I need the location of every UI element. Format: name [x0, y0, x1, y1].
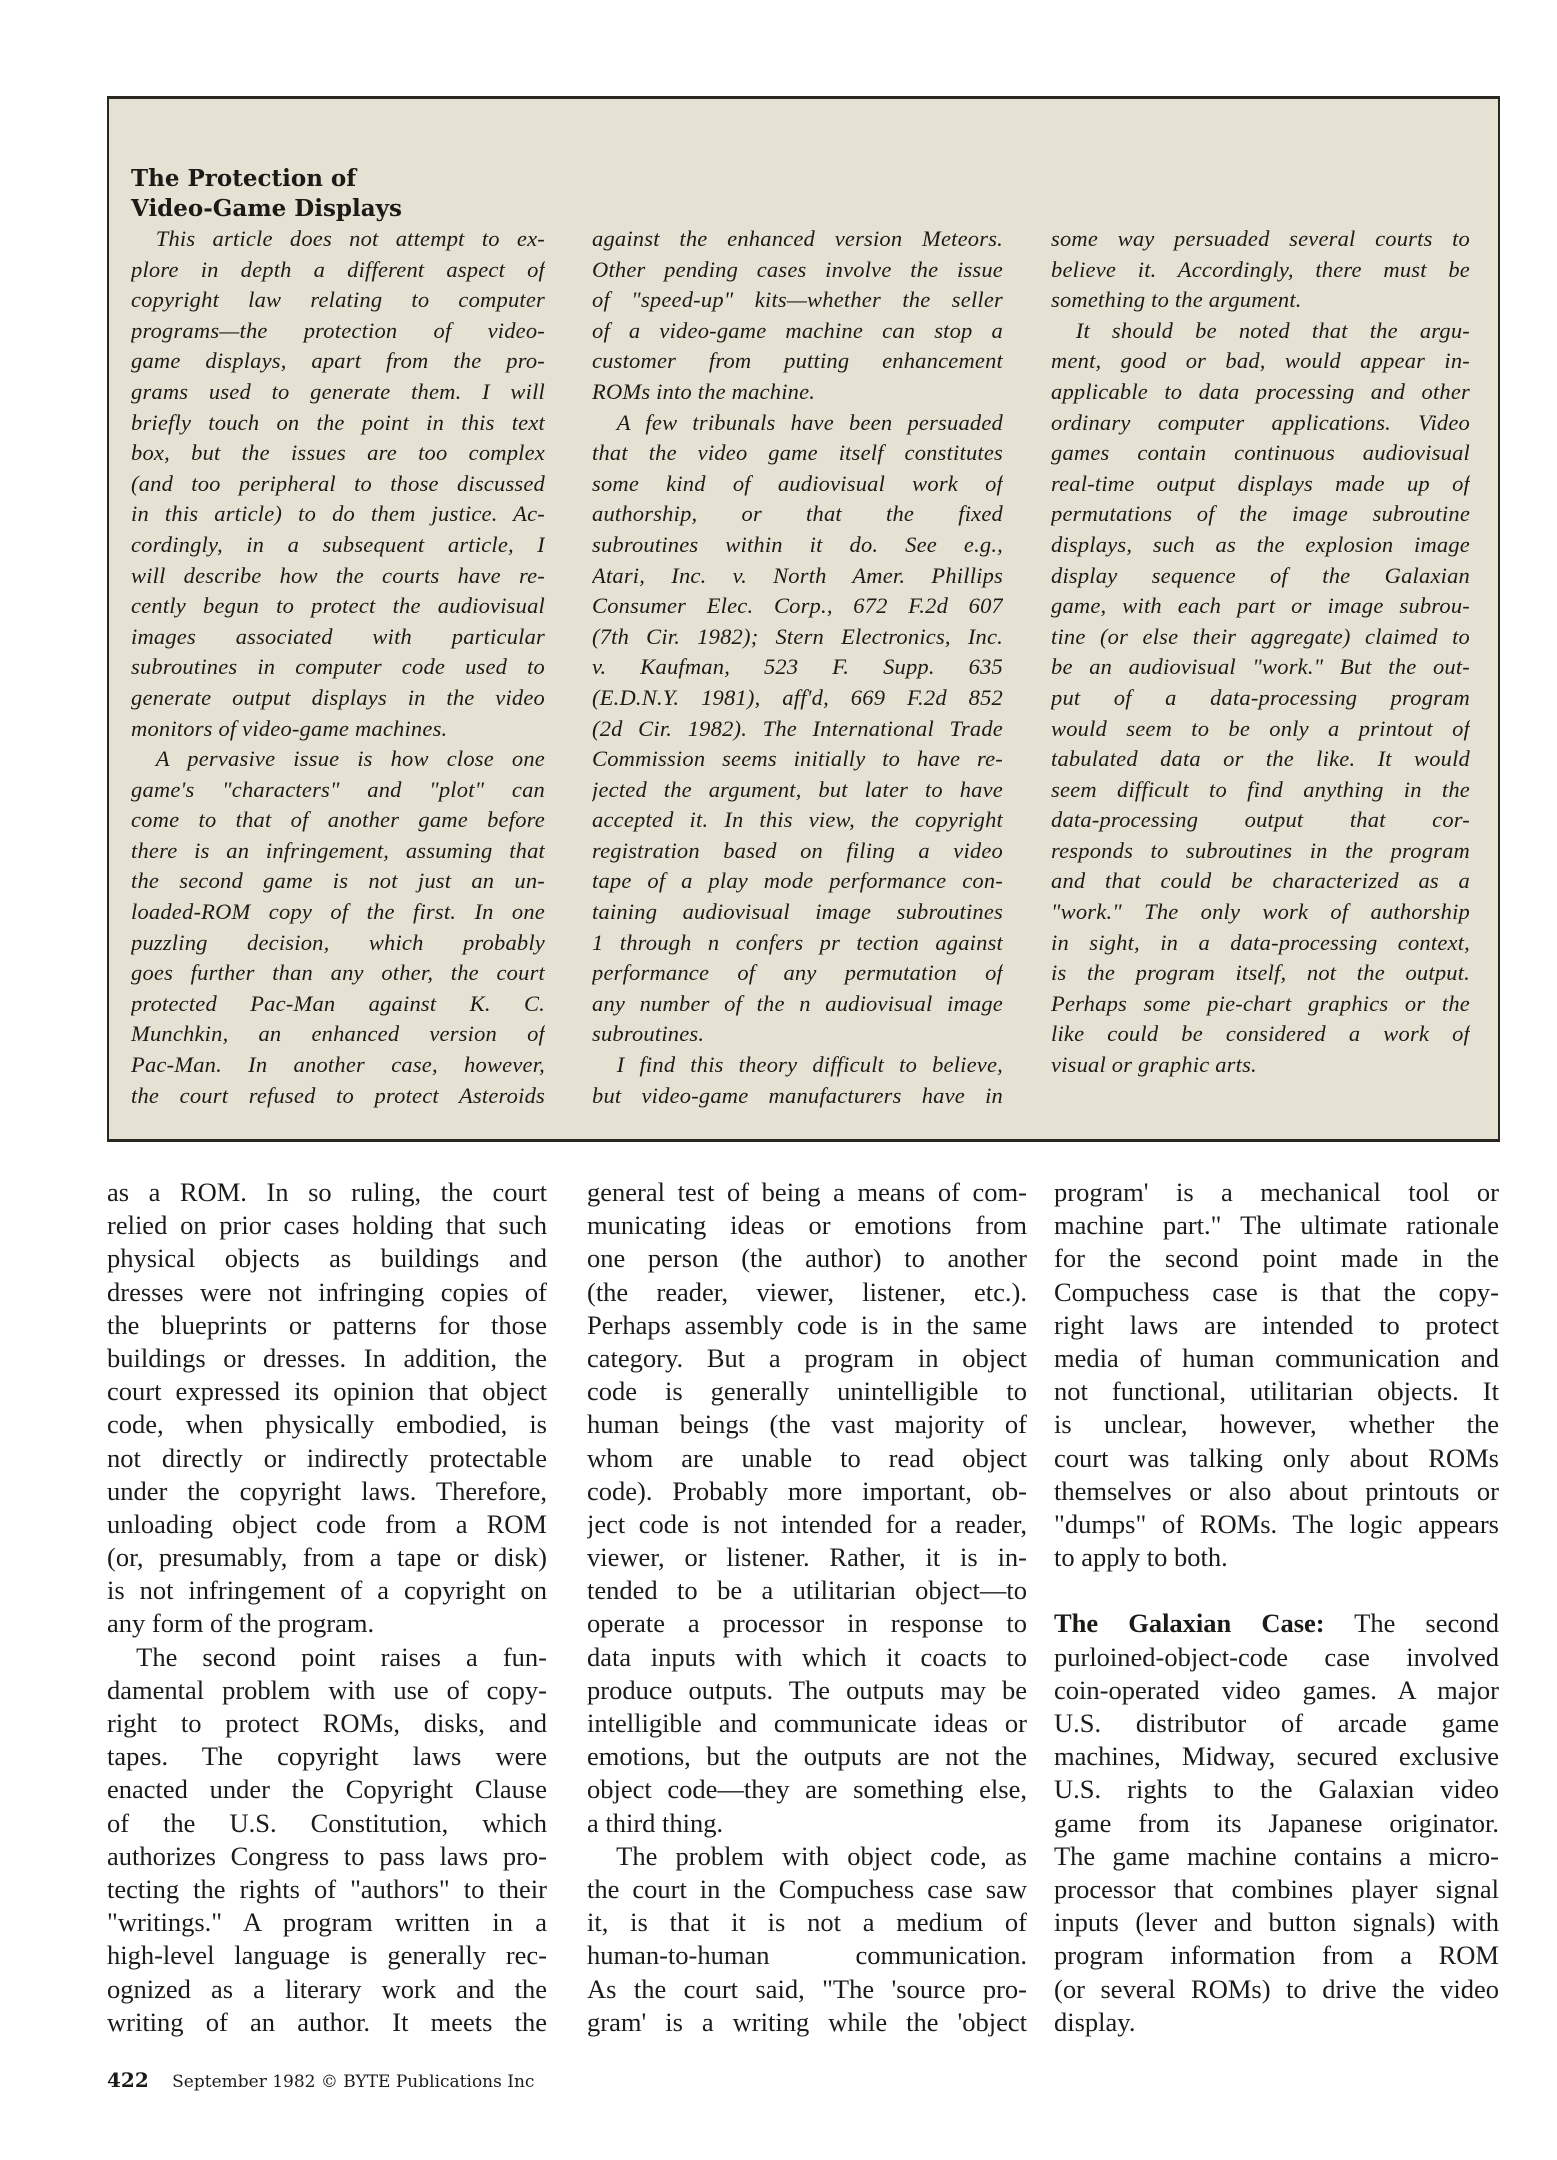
- text-line: municating ideas or emotions from: [587, 1210, 1027, 1241]
- text-line: images associated with particular: [131, 623, 545, 649]
- text-line: purloined-object-code case involved: [1054, 1641, 1499, 1672]
- paragraph: [107, 1641, 547, 2039]
- text-line: Munchkin, an enhanced version of: [131, 1021, 545, 1047]
- text-line: game displays, apart from the pro-: [131, 348, 545, 374]
- text-line: programs—the protection of video-: [131, 317, 545, 343]
- text-line: tabulated data or the like. It would: [1051, 746, 1470, 772]
- section-spacer: [1054, 1574, 1499, 1607]
- text-line: any number of the n audiovisual image: [592, 990, 1003, 1016]
- paragraph: [587, 1176, 1027, 1840]
- text-line: cordingly, in a subsequent article, I: [131, 531, 545, 557]
- text-line: not functional, utilitarian objects. It: [1054, 1376, 1499, 1407]
- text-line: a third thing.: [587, 1807, 724, 1838]
- text-line: The problem with object code, as: [616, 1840, 1027, 1871]
- text-line: put of a data-processing program: [1051, 684, 1470, 710]
- text-line: be an audiovisual "work." But the out-: [1051, 654, 1470, 680]
- text-line: ROMs into the machine.: [592, 378, 816, 404]
- text-line: one person (the author) to another: [587, 1243, 1027, 1274]
- text-line: some kind of audiovisual work of: [592, 470, 1003, 496]
- text-line: briefly touch on the point in this text: [131, 409, 545, 435]
- text-line: believe it. Accordingly, there must be: [1051, 256, 1470, 282]
- text-line: some way persuaded several courts to: [1051, 226, 1470, 251]
- body-column-2: [587, 1176, 1027, 2039]
- text-line: high-level language is generally rec-: [107, 1940, 547, 1971]
- text-line: copyright law relating to computer: [131, 287, 545, 313]
- text-line: right laws are intended to protect: [1054, 1309, 1499, 1340]
- text-line: the blueprints or patterns for those: [107, 1309, 547, 1340]
- text-line: (2d Cir. 1982). The International Trade: [592, 715, 1003, 741]
- text-line: of "speed-up" kits—whether the seller: [592, 287, 1003, 313]
- text-line: data-processing output that cor-: [1051, 807, 1470, 833]
- text-line: permutations of the image subroutine: [1051, 501, 1470, 527]
- text-line: Consumer Elec. Corp., 672 F.2d 607: [592, 593, 1003, 619]
- text-line: processor that combines player signal: [1054, 1873, 1499, 1904]
- text-line: authorizes Congress to pass laws pro-: [107, 1840, 547, 1871]
- text-line: ordinary computer applications. Video: [1051, 409, 1470, 435]
- text-line: like could be considered a work of: [1051, 1021, 1470, 1047]
- text-line: but video-game manufacturers have in: [592, 1082, 1003, 1108]
- text-line: accepted it. In this view, the copyright: [592, 807, 1003, 833]
- text-line: "writings." A program written in a: [107, 1907, 547, 1938]
- sidebar-column-3: [1051, 224, 1470, 1081]
- text-line: displays, such as the explosion image: [1051, 531, 1470, 557]
- text-line: games contain continuous audiovisual: [1051, 440, 1470, 466]
- text-line: cently begun to protect the audiovisual: [131, 593, 545, 619]
- text-line: damental problem with use of copy-: [107, 1674, 547, 1705]
- text-line: taining audiovisual image subroutines: [592, 899, 1003, 925]
- text-line: to apply to both.: [1054, 1542, 1228, 1573]
- text-line: relied on prior cases holding that such: [107, 1210, 547, 1241]
- sidebar-title-line-2: Video-Game Displays: [131, 195, 402, 222]
- text-line: monitors of video-game machines.: [131, 715, 448, 741]
- paragraph: [131, 224, 545, 744]
- sidebar-column-2: [592, 224, 1003, 1111]
- text-line: there is an infringement, assuming that: [131, 837, 545, 863]
- body-column-3: [1054, 1176, 1499, 2039]
- text-line: tended to be a utilitarian object—to: [587, 1575, 1027, 1606]
- text-line: court was talking only about ROMs: [1054, 1442, 1499, 1473]
- text-line: The game machine contains a micro-: [1054, 1840, 1499, 1871]
- text-line: tecting the rights of "authors" to their: [107, 1873, 547, 1904]
- text-line: real-time output displays made up of: [1051, 470, 1470, 496]
- text-line: U.S. rights to the Galaxian video: [1054, 1774, 1499, 1805]
- text-line: will describe how the courts have re-: [131, 562, 545, 588]
- text-line: coin-operated video games. A major: [1054, 1674, 1499, 1705]
- sidebar-title: [131, 164, 402, 224]
- text-line: ment, good or bad, would appear in-: [1051, 348, 1470, 374]
- text-line: authorship, or that the fixed: [592, 501, 1003, 527]
- text-line: object code—they are something else,: [587, 1774, 1027, 1805]
- text-line: display sequence of the Galaxian: [1051, 562, 1470, 588]
- text-line: Perhaps assembly code is in the same: [587, 1309, 1027, 1340]
- text-line: seem difficult to find anything in the: [1051, 776, 1470, 802]
- text-line: subroutines.: [592, 1021, 705, 1047]
- text-line: and that could be characterized as a: [1051, 868, 1470, 894]
- text-line: A few tribunals have been persuaded: [616, 409, 1003, 435]
- text-line: under the copyright laws. Therefore,: [107, 1475, 547, 1506]
- paragraph: [107, 1176, 547, 1641]
- text-line: Commission seems initially to have re-: [592, 746, 1003, 772]
- text-line: v. Kaufman, 523 F. Supp. 635: [592, 654, 1003, 680]
- text-line: media of human communication and: [1054, 1342, 1499, 1373]
- text-line: U.S. distributor of arcade game: [1054, 1708, 1499, 1738]
- page-footer: [107, 2068, 534, 2092]
- text-line: Other pending cases involve the issue: [592, 256, 1003, 282]
- paragraph: [587, 1840, 1027, 2039]
- text-line: grams used to generate them. I will: [131, 378, 545, 404]
- text-line: generate output displays in the video: [131, 684, 545, 710]
- text-line: machines, Midway, secured exclusive: [1054, 1741, 1499, 1772]
- text-line: visual or graphic arts.: [1051, 1052, 1257, 1078]
- text-line: writing of an author. It meets the: [107, 2006, 547, 2037]
- text-line: right to protect ROMs, disks, and: [107, 1708, 547, 1738]
- text-line: of a video-game machine can stop a: [592, 317, 1003, 343]
- text-line: viewer, or listener. Rather, it is in-: [587, 1542, 1027, 1573]
- text-line: themselves or also about printouts or: [1054, 1475, 1499, 1506]
- paragraph: [131, 744, 545, 1111]
- text-line: the court refused to protect Asteroids: [131, 1082, 545, 1108]
- text-line: jected the argument, but later to have: [592, 776, 1003, 802]
- text-line: (7th Cir. 1982); Stern Electronics, Inc.: [592, 623, 1003, 649]
- text-line: enacted under the Copyright Clause: [107, 1774, 547, 1805]
- text-line: "dumps" of ROMs. The logic appears: [1054, 1508, 1499, 1539]
- text-line: The second point raises a fun-: [136, 1641, 547, 1672]
- paragraph: [592, 1050, 1003, 1111]
- text-line: This article does not attempt to ex-: [155, 226, 545, 251]
- text-line: in sight, in a data-processing context,: [1051, 929, 1470, 955]
- text-line: is unclear, however, whether the: [1054, 1409, 1499, 1440]
- paragraph: [1051, 224, 1470, 316]
- text-line: code, when physically embodied, is: [107, 1409, 547, 1440]
- text-line: (E.D.N.Y. 1981), aff'd, 669 F.2d 852: [592, 684, 1003, 710]
- text-line: the court in the Compuchess case saw: [587, 1873, 1027, 1904]
- text-line: As the court said, "The 'source pro-: [587, 1973, 1027, 2004]
- text-line: physical objects as buildings and: [107, 1243, 547, 1274]
- text-line: inputs (lever and button signals) with: [1054, 1907, 1499, 1938]
- text-line: category. But a program in object: [587, 1342, 1027, 1373]
- section-heading: The Galaxian Case:: [1054, 1608, 1325, 1639]
- text-line: court expressed its opinion that object: [107, 1376, 547, 1407]
- text-line: Perhaps some pie-chart graphics or the: [1051, 990, 1470, 1016]
- text-line: puzzling decision, which probably: [131, 929, 545, 955]
- text-line: Atari, Inc. v. North Amer. Phillips: [592, 562, 1003, 588]
- text-line: A pervasive issue is how close one: [155, 746, 545, 772]
- text-line: [1054, 1607, 1499, 1640]
- text-line: is not infringement of a copyright on: [107, 1575, 547, 1606]
- text-line: display.: [1054, 2006, 1136, 2037]
- text-line: game, with each part or image subrou-: [1051, 593, 1470, 619]
- text-line: dresses were not infringing copies of: [107, 1276, 547, 1307]
- text-line: of the U.S. Constitution, which: [107, 1807, 547, 1838]
- text-line: against the enhanced version Meteors.: [592, 226, 1003, 251]
- text-line: for the second point made in the: [1054, 1243, 1499, 1274]
- text-line: that the video game itself constitutes: [592, 440, 1003, 466]
- section-text: The second: [1354, 1608, 1499, 1639]
- text-line: performance of any permutation of: [592, 960, 1003, 986]
- text-line: subroutines in computer code used to: [131, 654, 545, 680]
- text-line: something to the argument.: [1051, 287, 1302, 313]
- text-line: machine part." The ultimate rationale: [1054, 1210, 1499, 1241]
- text-line: Compuchess case is that the copy-: [1054, 1276, 1499, 1307]
- text-line: any form of the program.: [107, 1608, 375, 1639]
- page-number: 422: [107, 2068, 149, 2092]
- text-line: game from its Japanese originator.: [1054, 1807, 1499, 1838]
- text-line: It should be noted that the argu-: [1075, 317, 1470, 343]
- text-line: loaded-ROM copy of the first. In one: [131, 899, 545, 925]
- text-line: general test of being a means of com-: [587, 1177, 1027, 1207]
- text-line: would seem to be only a printout of: [1051, 715, 1470, 741]
- text-line: goes further than any other, the court: [131, 960, 545, 986]
- text-line: plore in depth a different aspect of: [131, 256, 545, 282]
- text-line: in this article) to do them justice. Ac-: [131, 501, 545, 527]
- text-line: (or, presumably, from a tape or disk): [107, 1542, 547, 1573]
- text-line: intelligible and communicate ideas or: [587, 1708, 1027, 1738]
- text-line: the second game is not just an un-: [131, 868, 545, 894]
- text-line: Pac-Man. In another case, however,: [131, 1052, 545, 1078]
- text-line: registration based on filing a video: [592, 837, 1003, 863]
- text-line: applicable to data processing and other: [1051, 378, 1470, 404]
- text-line: program information from a ROM: [1054, 1940, 1499, 1971]
- text-line: operate a processor in response to: [587, 1608, 1027, 1639]
- text-line: produce outputs. The outputs may be: [587, 1674, 1027, 1705]
- text-line: customer from putting enhancement: [592, 348, 1003, 374]
- text-line: not directly or indirectly protectable: [107, 1442, 547, 1473]
- text-line: ject code is not intended for a reader,: [587, 1508, 1027, 1539]
- footer-credit: September 1982 © BYTE Publications Inc: [172, 2072, 535, 2092]
- text-line: program' is a mechanical tool or: [1054, 1177, 1499, 1207]
- text-line: come to that of another game before: [131, 807, 545, 833]
- text-line: data inputs with which it coacts to: [587, 1641, 1027, 1672]
- text-line: is the program itself, not the output.: [1051, 960, 1470, 986]
- text-line: unloading object code from a ROM: [107, 1508, 547, 1539]
- text-line: protected Pac-Man against K. C.: [131, 990, 545, 1016]
- text-line: emotions, but the outputs are not the: [587, 1741, 1027, 1772]
- text-line: (and too peripheral to those discussed: [131, 470, 545, 496]
- text-line: it, is that it is not a medium of: [587, 1907, 1027, 1938]
- text-line: box, but the issues are too complex: [131, 440, 545, 466]
- text-line: as a ROM. In so ruling, the court: [107, 1177, 547, 1207]
- text-line: human-to-human communication.: [587, 1940, 1027, 1971]
- text-line: tine (or else their aggregate) claimed to: [1051, 623, 1470, 649]
- text-line: subroutines within it do. See e.g.,: [592, 531, 1003, 557]
- text-line: buildings or dresses. In addition, the: [107, 1342, 547, 1373]
- text-line: game's "characters" and "plot" can: [131, 776, 545, 802]
- text-line: code). Probably more important, ob-: [587, 1475, 1027, 1506]
- text-line: I find this theory difficult to believe,: [616, 1052, 1003, 1078]
- text-line: (or several ROMs) to drive the video: [1054, 1973, 1499, 2004]
- sidebar-title-line-1: The Protection of: [131, 165, 357, 192]
- galaxian-section: [1054, 1607, 1499, 2038]
- paragraph: [592, 408, 1003, 1050]
- text-line: (the reader, viewer, listener, etc.).: [587, 1276, 1027, 1307]
- paragraph: [1054, 1176, 1499, 1574]
- body-column-1: [107, 1176, 547, 2039]
- paragraph: [1051, 316, 1470, 1081]
- text-line: whom are unable to read object: [587, 1442, 1027, 1473]
- text-line: code is generally unintelligible to: [587, 1376, 1027, 1407]
- text-line: "work." The only work of authorship: [1051, 899, 1470, 925]
- text-line: gram' is a writing while the 'object: [587, 2006, 1027, 2037]
- text-line: human beings (the vast majority of: [587, 1409, 1027, 1440]
- text-line: tapes. The copyright laws were: [107, 1741, 547, 1772]
- text-line: responds to subroutines in the program: [1051, 837, 1470, 863]
- text-line: 1 through n confers pr tection against: [592, 929, 1003, 955]
- paragraph: [592, 224, 1003, 408]
- text-line: tape of a play mode performance con-: [592, 868, 1003, 894]
- text-line: ognized as a literary work and the: [107, 1973, 547, 2004]
- sidebar-column-1: [131, 224, 545, 1111]
